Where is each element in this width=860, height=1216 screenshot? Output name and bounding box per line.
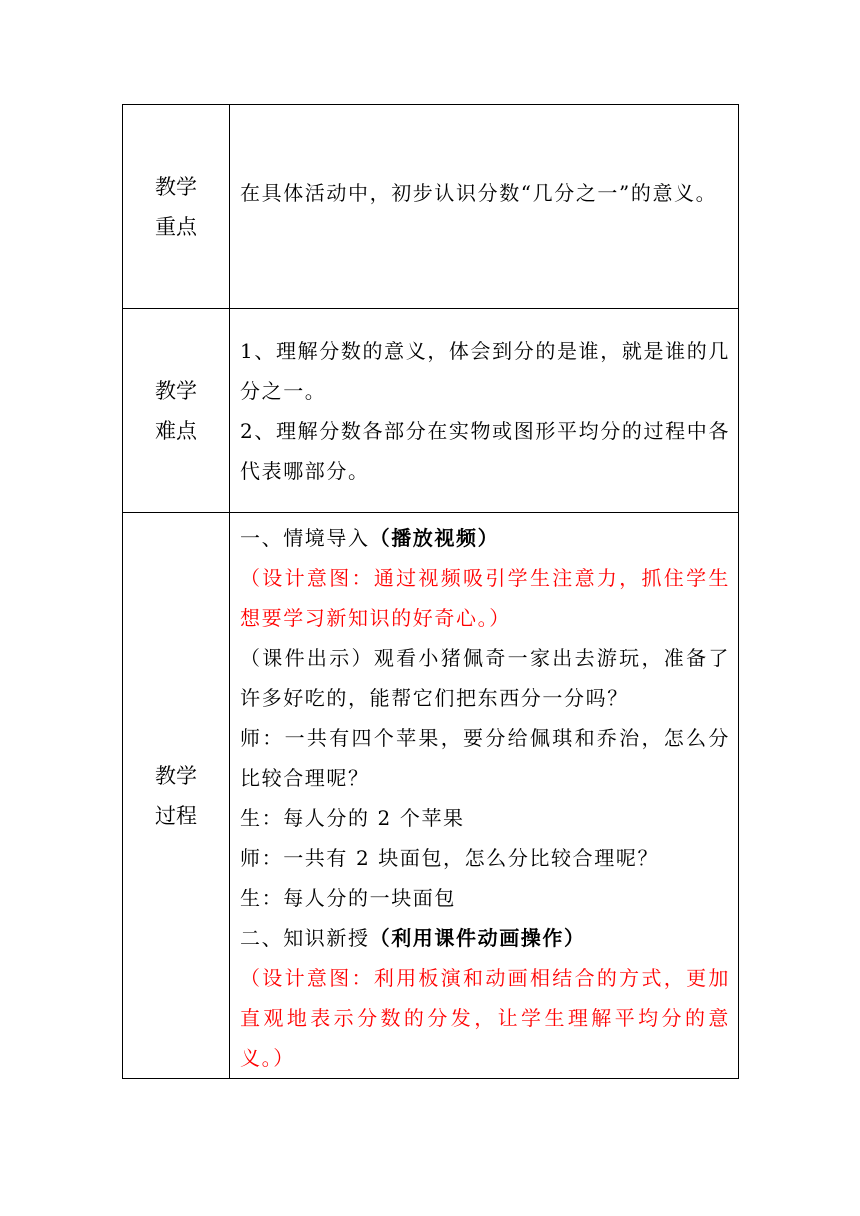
section-heading-emphasis: （播放视频）: [369, 526, 500, 550]
label-line: 重点: [155, 214, 197, 239]
section-heading: [240, 918, 730, 958]
student-line: 生：每人分的 2 个苹果: [240, 806, 465, 830]
section-heading-text: 二、知识新授: [240, 926, 370, 950]
label-line: 难点: [155, 418, 197, 443]
design-intent-note: （设计意图：通过视频吸引学生注意力，抓住学生想要学习新知识的好奇心。）: [240, 566, 730, 630]
section-heading-emphasis: （利用课件动画操作）: [369, 926, 586, 950]
process-paragraph: （课件出示）观看小猪佩奇一家出去游玩，准备了许多好吃的，能帮它们把东西分一分吗？: [240, 646, 730, 710]
process-content: [230, 513, 739, 1079]
section-heading: [240, 518, 730, 558]
difficulties-label: [123, 309, 230, 513]
key-points-label: [123, 105, 230, 309]
difficulties-content: [230, 309, 739, 513]
key-points-content: [230, 105, 739, 309]
label-line: 教学: [155, 763, 197, 788]
teacher-line: 师：一共有四个苹果，要分给佩琪和乔治，怎么分比较合理呢？: [240, 726, 730, 790]
label-line: 教学: [155, 174, 197, 199]
process-label: [123, 513, 230, 1079]
label-line: 过程: [155, 803, 197, 828]
lesson-plan-table: [122, 104, 739, 1079]
difficulty-item: 2、理解分数各部分在实物或图形平均分的过程中各代表哪部分。: [240, 418, 730, 483]
key-points-text: 在具体活动中，初步认识分数“几分之一”的意义。: [240, 180, 718, 205]
process-row: [123, 513, 739, 1079]
student-line: 生：每人分的一块面包: [240, 886, 456, 910]
difficulty-item: 1、理解分数的意义，体会到分的是谁，就是谁的几分之一。: [240, 338, 730, 403]
design-intent-note: （设计意图：利用板演和动画相结合的方式，更加直观地表示分数的分发，让学生理解平均分的意义。）: [240, 966, 730, 1070]
label-line: 教学: [155, 378, 197, 403]
teacher-line: 师：一共有 2 块面包，怎么分比较合理呢？: [240, 846, 660, 870]
difficulties-row: [123, 309, 739, 513]
section-heading-text: 一、情境导入: [240, 526, 370, 550]
key-points-row: [123, 105, 739, 309]
